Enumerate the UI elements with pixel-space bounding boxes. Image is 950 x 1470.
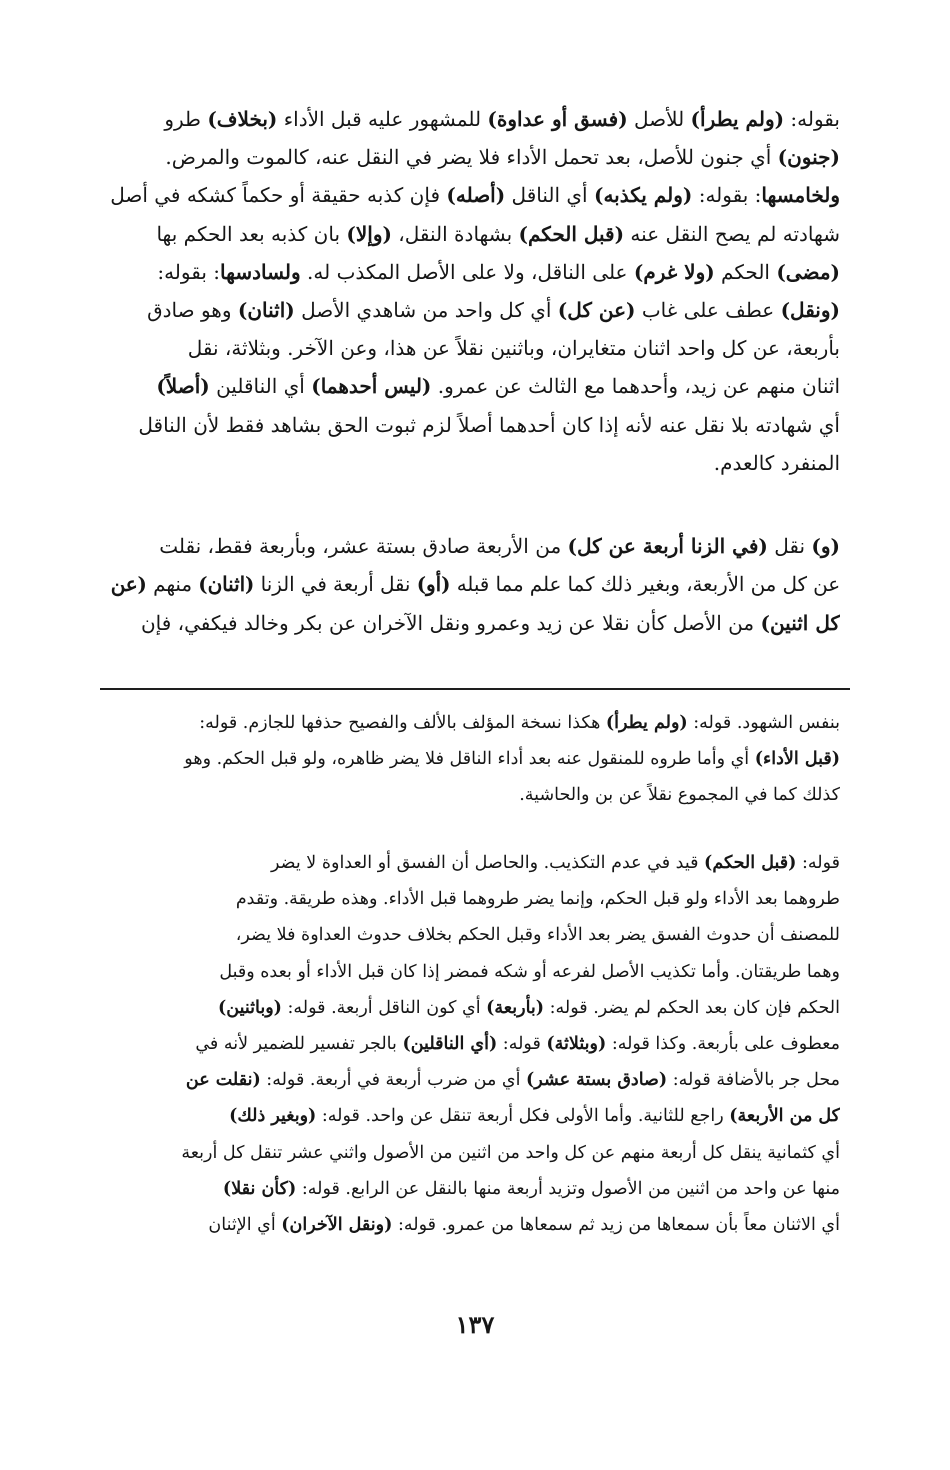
text-run: أي وأما طروه للمنقول عنه بعد أداء الناقل فلا يضر ظاهره، ولو قبل الحكم. وهو — [184, 749, 755, 770]
text-run: راجع للثانية. وأما الأولى فكل أربعة تنقل عن واحد. قوله: — [316, 1106, 730, 1127]
text-run: وهما طريقتان. وأما تكذيب الأصل لفرعه أو شكه فمضر إذا كان قبل الأداء أو بعده وقبل — [219, 961, 840, 982]
text-line — [110, 367, 840, 405]
bold-quote: (ليس أحدهما) — [311, 374, 432, 399]
bold-quote: (عن — [110, 572, 147, 597]
text-line — [110, 741, 840, 777]
bold-quote: (وإلا) — [346, 221, 392, 246]
text-run: طرو — [164, 107, 208, 131]
text-line — [110, 406, 840, 444]
text-run: طروهما بعد الأداء ولو قبل الحكم، وإنما يضر طروهما قبل الأداء. وهذه طريقة. وتقدم — [235, 889, 840, 910]
text-run: الحكم — [714, 259, 777, 284]
text-run: المنفرد كالعدم. — [713, 450, 840, 475]
bold-quote: (وبثلاثة) — [546, 1034, 607, 1055]
text-run: : بقوله: — [157, 259, 221, 284]
text-run: أي الناقلين — [209, 374, 312, 399]
text-run: قيد في عدم التكذيب. والحاصل أن الفسق أو العداوة لا يضر — [271, 853, 705, 873]
bold-quote: (أصلاً) — [156, 374, 210, 399]
bold-quote: كل اثنين) — [760, 611, 840, 636]
bold-quote: (وباثنين) — [217, 997, 282, 1018]
bold-quote: (جنون) — [777, 145, 840, 170]
page-number: ١٣٧ — [455, 1310, 495, 1339]
bold-quote: (ونقل الآخران) — [281, 1215, 393, 1236]
text-run: على الناقل، ولا على الأصل المكذب له. — [300, 259, 634, 284]
text-line — [110, 1026, 840, 1062]
main-text-paragraph-1 — [110, 100, 840, 482]
text-line — [110, 176, 840, 214]
bold-quote: (اثنان) — [237, 298, 295, 323]
text-line — [110, 138, 840, 176]
text-run: هكذا نسخة المؤلف بالألف والفصيح حذفها للجازم. قوله: — [199, 713, 606, 733]
text-run: للمشهور عليه قبل الأداء — [277, 107, 488, 131]
text-line — [110, 990, 840, 1026]
text-run: عن كل من الأربعة، وبغير ذلك كما علم مما قبله — [450, 573, 840, 597]
text-run: بالجر تفسير للضمير لأنه في — [195, 1034, 403, 1055]
text-run: أي الاثنان معاً بأن سمعاها من زيد ثم سمعاها من عمرو. قوله: — [392, 1215, 840, 1236]
text-line — [110, 444, 840, 482]
text-line — [110, 1207, 840, 1243]
footnote-separator — [100, 688, 850, 690]
text-run: بان كذبه بعد الحكم بها — [156, 221, 347, 246]
bold-quote: (صادق بستة عشر) — [526, 1070, 668, 1091]
bold-quote: (وبغير ذلك) — [229, 1106, 317, 1127]
bold-quote: ولخامسها — [761, 183, 840, 208]
text-line — [110, 291, 840, 329]
text-run: كذلك كما في المجموع نقلاً عن بن والحاشية. — [519, 785, 840, 806]
bold-quote: (أو) — [416, 572, 451, 597]
text-run: عطف على غاب — [635, 298, 781, 323]
bold-quote: (اثنان) — [198, 572, 255, 597]
text-line — [110, 917, 840, 953]
bold-quote: (نقلت عن — [185, 1070, 261, 1091]
text-run: بشهادة النقل، — [391, 221, 519, 246]
text-line — [110, 527, 840, 565]
text-line — [110, 100, 840, 138]
text-line — [110, 604, 840, 642]
text-run: أي كثمانية ينقل كل أربعة منهم عن كل واحد من اثنين من الأصول واثني عشر تنقل كل أربعة — [181, 1142, 840, 1163]
text-run: منهم — [146, 573, 199, 597]
bold-quote: كل من الأربعة) — [729, 1106, 840, 1127]
text-line — [110, 1135, 840, 1171]
text-run: الحكم فإن كان بعد الحكم لم يضر. قوله: — [544, 997, 840, 1018]
text-run: للمصنف أن حدوث الفسق يضر بعد الأداء وقبل الحكم بخلاف حدوث العداوة فلا يضر، — [235, 925, 840, 946]
bold-quote: (بخلاف) — [207, 107, 278, 131]
text-run: محل جر بالأضافة قوله: — [667, 1070, 840, 1091]
bold-quote: (قبل الحكم) — [518, 221, 625, 246]
text-run: بأربعة، عن كل واحد اثنان متغايران، وباثنين نقلاً عن هذا، وعن الآخر. وبثلاثة، نقل — [187, 336, 840, 361]
bold-quote: (ونقل) — [780, 298, 840, 323]
bold-quote: (عن كل) — [557, 298, 636, 323]
text-run: للأصل — [627, 107, 691, 131]
text-run: منها عن واحد من اثنين من الأصول وتزيد أربعة منها بالنقل عن الرابع. قوله: — [296, 1178, 840, 1199]
text-run: : بقوله: — [692, 183, 762, 208]
text-line — [110, 1098, 840, 1134]
bold-quote: (كأن نقلا) — [222, 1178, 297, 1199]
text-run: قوله: — [497, 1034, 547, 1055]
text-line — [110, 954, 840, 990]
text-run: من الأربعة صادق بستة عشر، وبأربعة فقط، نقلت — [159, 534, 568, 558]
text-run: من الأصل كأن نقلا عن زيد وعمرو ونقل الآخران عن بكر وخالد فيكفي، فإن — [140, 611, 761, 636]
text-run: شهادته لم يصح النقل عنه — [624, 221, 840, 246]
text-run: أي الإثنان — [208, 1215, 282, 1236]
text-line — [110, 253, 840, 291]
text-run: اثنان منهم عن زيد، وأحدهما مع الثالث عن عمرو. — [431, 374, 840, 399]
text-run: فإن كذبه حقيقة أو حكماً كشكه في أصل — [110, 183, 447, 208]
main-text-paragraph-2 — [110, 527, 840, 643]
bold-quote: (ولم يكذبه) — [593, 183, 693, 208]
text-run: أي كل واحد من شاهدي الأصل — [294, 298, 558, 323]
text-run: وهو صادق — [147, 298, 238, 323]
text-line — [110, 565, 840, 604]
text-line — [110, 845, 840, 881]
text-run: أي كون الناقل أربعة. قوله: — [281, 997, 487, 1018]
bold-quote: (قبل الحكم) — [704, 853, 797, 873]
text-run: أي من ضرب أربعة في أربعة. قوله: — [260, 1070, 527, 1091]
text-run: نقل — [767, 534, 812, 558]
text-run: أي الناقل — [505, 183, 594, 208]
text-line — [110, 1062, 840, 1098]
text-run: بنفس الشهود. قوله: — [687, 713, 840, 733]
text-line — [110, 215, 840, 253]
bold-quote: (أي الناقلين) — [402, 1034, 498, 1055]
text-line — [110, 705, 840, 741]
bold-quote: (بأربعة) — [486, 997, 545, 1018]
text-run: أي جنون للأصل، بعد تحمل الأداء فلا يضر في النقل عنه، كالموت والمرض. — [165, 145, 778, 170]
bold-quote: (أصله) — [446, 183, 506, 208]
footnote-2 — [110, 845, 840, 1243]
bold-quote: (قبل الأداء) — [754, 749, 840, 770]
text-run: معطوف على بأربعة. وكذا قوله: — [606, 1034, 840, 1055]
bold-quote: (مضى) — [776, 259, 840, 284]
text-run: قوله: — [796, 853, 840, 873]
bold-quote: (فسق أو عداوة) — [487, 107, 628, 131]
bold-quote: (في الزنا أربعة عن كل) — [567, 534, 768, 558]
text-run: بقوله: — [784, 107, 840, 131]
text-line — [110, 1171, 840, 1207]
footnote-1 — [110, 705, 840, 814]
text-line — [110, 329, 840, 367]
text-run: أي شهادته بلا نقل عنه لأنه إذا كان أحدهما أصلاً لزم ثبوت الحق بشاهد فقط لأن الناقل — [138, 412, 840, 437]
text-line — [110, 777, 840, 813]
bold-quote: (ولم يطرأ) — [605, 713, 688, 733]
text-run: نقل أربعة في الزنا — [254, 573, 417, 597]
bold-quote: (و) — [811, 534, 840, 558]
bold-quote: ولسادسها — [220, 259, 301, 284]
bold-quote: (ولا غرم) — [633, 259, 715, 284]
text-line — [110, 881, 840, 917]
bold-quote: (ولم يطرأ) — [690, 107, 785, 131]
